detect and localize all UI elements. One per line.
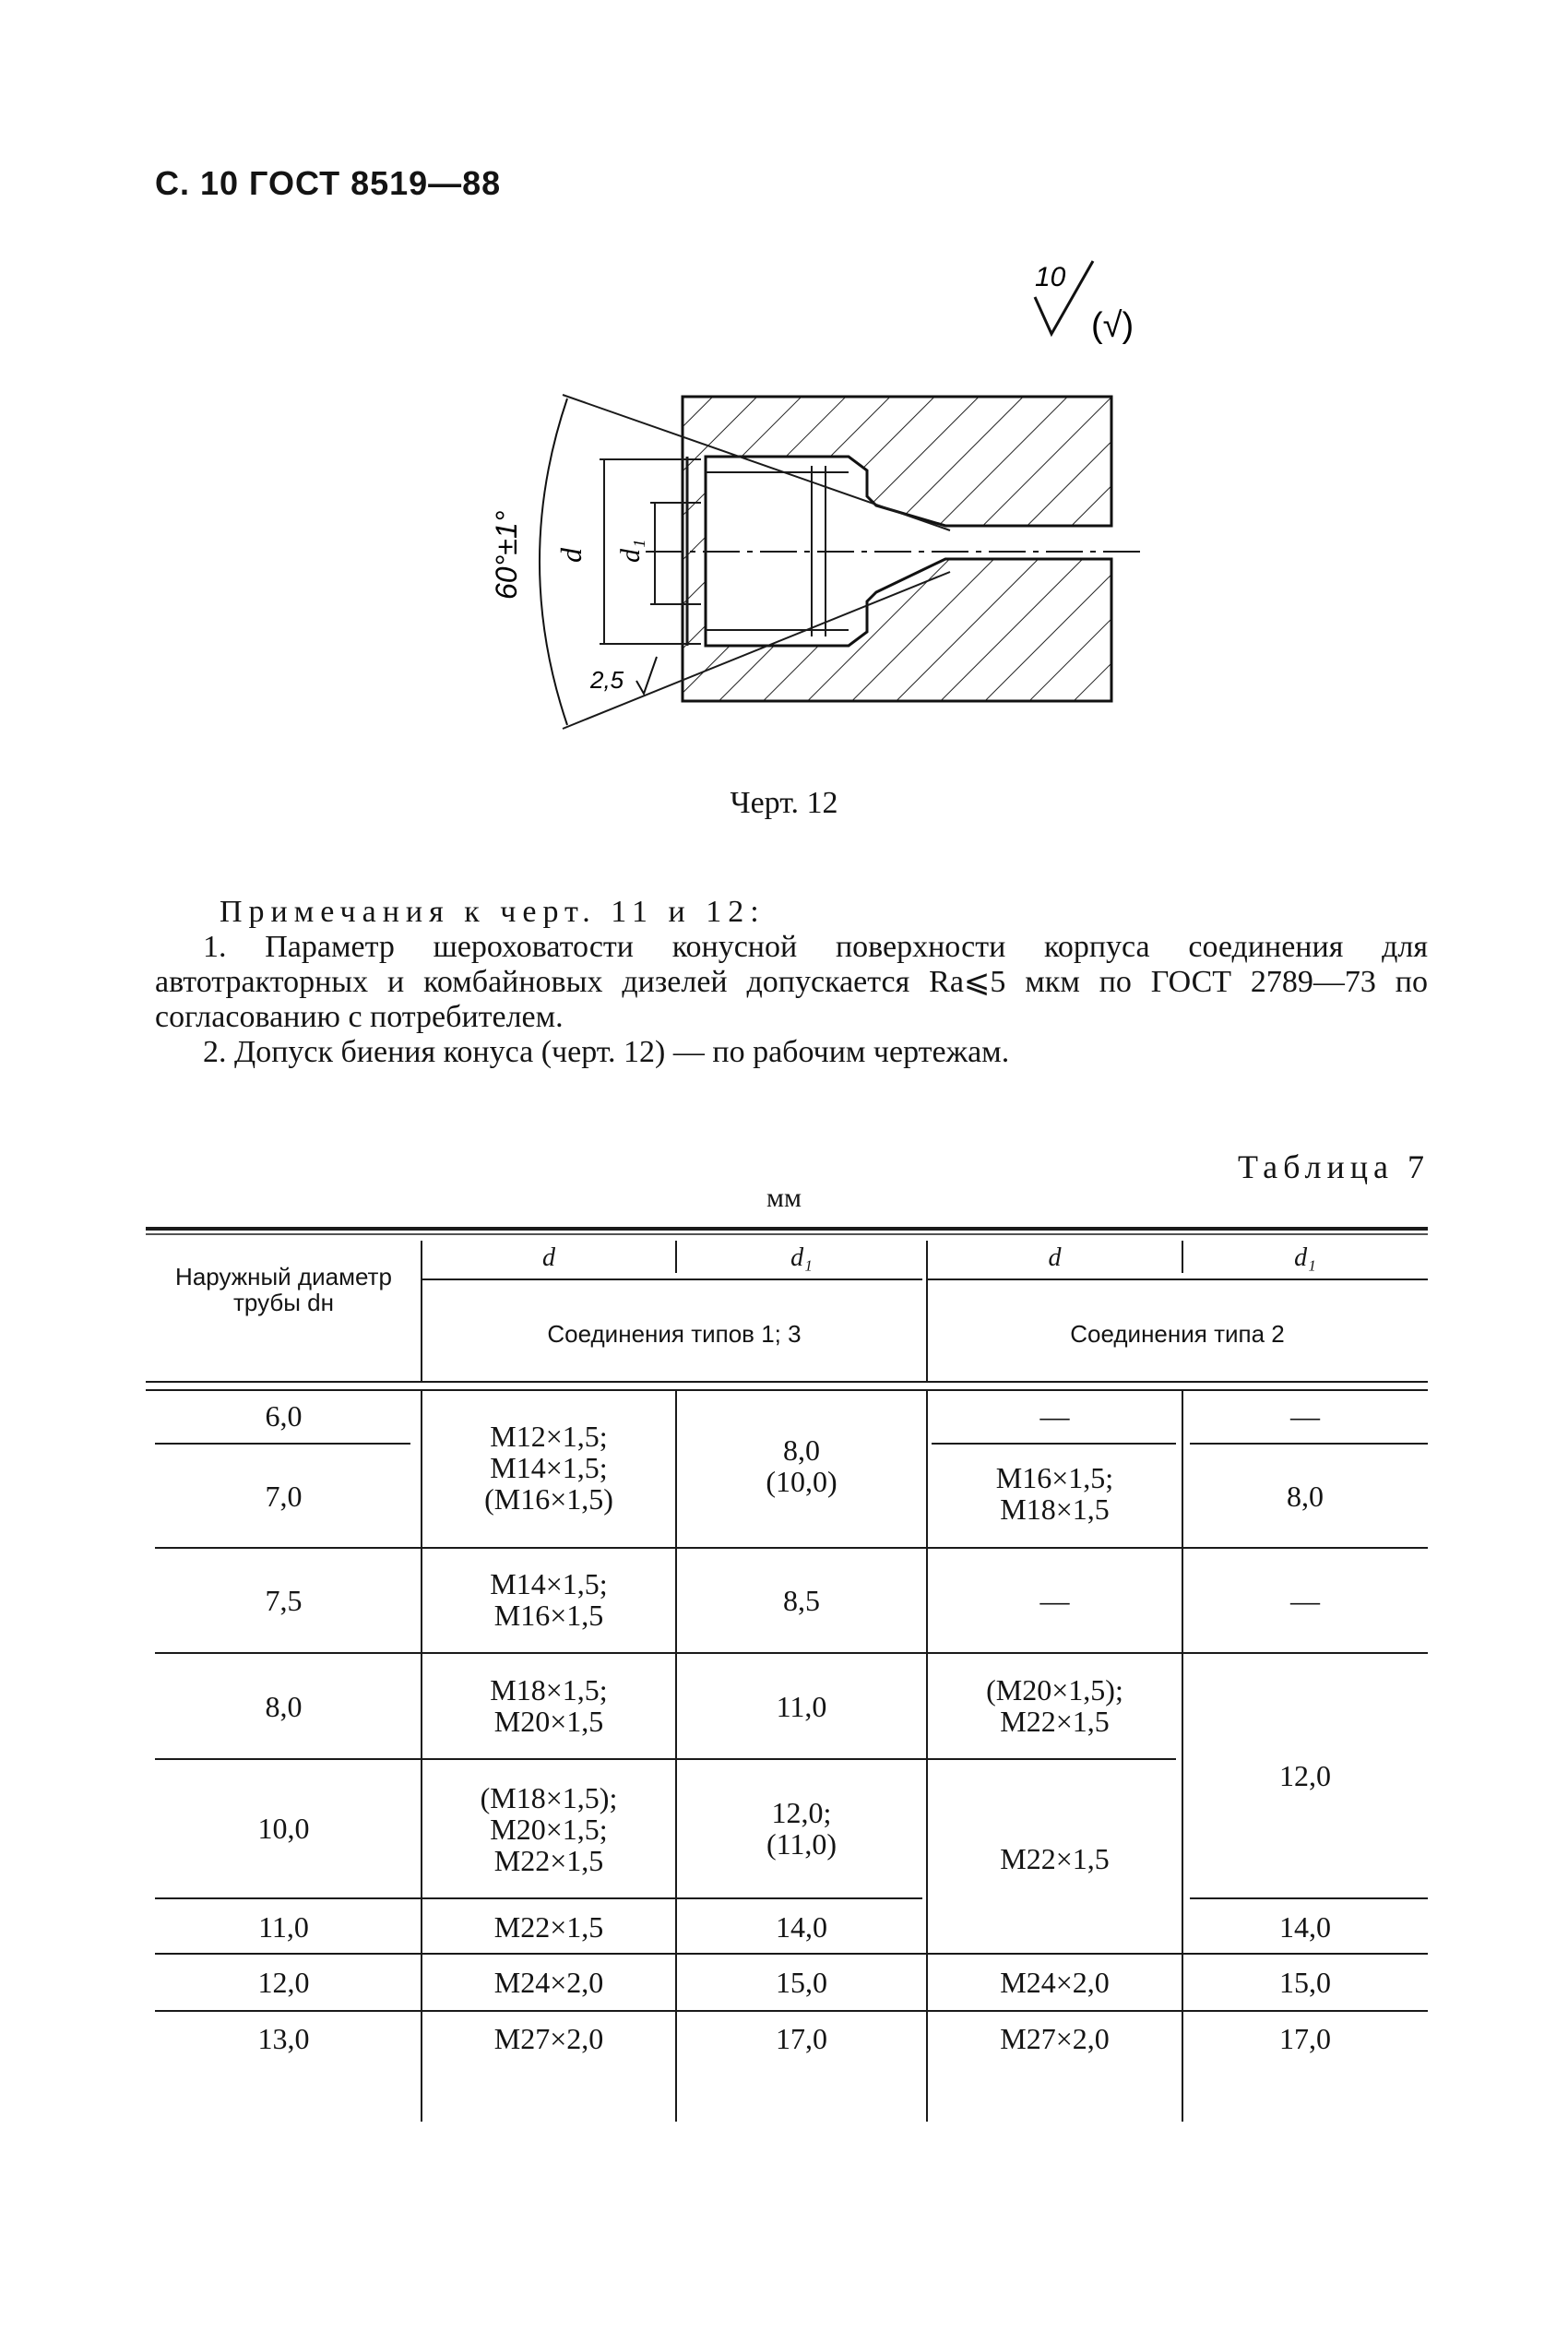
cell-type2-d1-7: 8,0 — [1287, 1480, 1324, 1513]
cell-type2-d-7: M16×1,5; M18×1,5 — [995, 1461, 1114, 1526]
cell-type2-d-6: — — [1039, 1399, 1070, 1433]
table-row-dn: 7,5 — [265, 1584, 303, 1617]
cell-type1-d1-13: 17,0 — [776, 2022, 827, 2055]
cell-type2-d-7-5: — — [1039, 1584, 1070, 1617]
table-row-dn: 8,0 — [265, 1690, 303, 1723]
drawing-caption: Черт. 12 — [730, 786, 838, 820]
cell-type1-d1-10: 12,0; (11,0) — [766, 1796, 837, 1861]
header-d1-type1: d₁ — [790, 1243, 813, 1272]
cell-type2-d1-12: 15,0 — [1279, 1966, 1331, 1999]
d-label: d — [554, 548, 588, 563]
header-d-type1: d — [542, 1243, 555, 1272]
cell-type2-d1-11: 14,0 — [1279, 1910, 1331, 1944]
cell-type1-d-10: (M18×1,5); M20×1,5; M22×1,5 — [480, 1781, 618, 1877]
cell-type1-d-11: M22×1,5 — [493, 1910, 604, 1944]
cell-type1-d1-6-7: 8,0 (10,0) — [766, 1433, 837, 1498]
header-d-type2: d — [1048, 1243, 1062, 1272]
cell-type2-d-13: M27×2,0 — [1000, 2022, 1110, 2055]
page-header: С. 10 ГОСТ 8519—88 — [155, 164, 502, 202]
table-row-dn: 6,0 — [265, 1399, 303, 1433]
header-d1-type2: d₁ — [1294, 1243, 1316, 1272]
table-row-dn: 12,0 — [257, 1966, 310, 1999]
table-unit: мм — [766, 1183, 802, 1213]
cell-type1-d1-7-5: 8,5 — [783, 1584, 820, 1617]
header-group-types-1-3: Соединения типов 1; 3 — [547, 1320, 802, 1348]
d1-label: d₁ — [615, 539, 646, 563]
cell-type1-d-7-5: M14×1,5; M16×1,5 — [490, 1567, 608, 1632]
cell-type1-d1-11: 14,0 — [776, 1910, 827, 1944]
cell-type2-d-10-11: M22×1,5 — [1000, 1842, 1110, 1875]
svg-text:2,5: 2,5 — [590, 666, 624, 694]
cell-type2-d-12: M24×2,0 — [1000, 1966, 1110, 1999]
note-2: 2. Допуск биения конуса (черт. 12) — по рабочим чертежам. — [203, 1035, 1010, 1069]
table-row-dn: 13,0 — [257, 2022, 310, 2055]
cell-type2-d1-7-5: — — [1290, 1584, 1320, 1617]
cell-type1-d-8: M18×1,5; M20×1,5 — [490, 1673, 608, 1738]
table-row-dn: 11,0 — [258, 1910, 309, 1944]
header-group-type-2: Соединения типа 2 — [1070, 1320, 1285, 1348]
svg-text:(√): (√) — [1091, 306, 1134, 345]
svg-text:10: 10 — [1035, 262, 1066, 292]
table-row-dn: 7,0 — [265, 1480, 303, 1513]
cell-type1-d1-8: 11,0 — [776, 1690, 827, 1723]
cell-type1-d-12: M24×2,0 — [493, 1966, 604, 1999]
cell-type2-d1-6: — — [1290, 1399, 1320, 1433]
notes-title: Примечания к черт. 11 и 12: — [220, 895, 766, 929]
header-outer-diameter: Наружный диаметр трубы dн — [175, 1263, 392, 1316]
note-1: 1. Параметр шероховатости конусной поверхности корпуса соединения для автотракторных и комбайновых дизелей допускается Ra⩽5 мкм по ГОСТ 2789—73 по согласованию с потребителем. — [155, 930, 1428, 1034]
table-row-dn: 10,0 — [257, 1812, 310, 1845]
cell-type1-d-6-7: M12×1,5; M14×1,5; (M16×1,5) — [484, 1420, 613, 1516]
cell-type2-d1-13: 17,0 — [1279, 2022, 1331, 2055]
table-title: Таблица 7 — [1238, 1148, 1430, 1185]
angle-label: 60°±1° — [490, 510, 523, 600]
cell-type1-d1-12: 15,0 — [776, 1966, 827, 1999]
cell-type2-d1-8-10: 12,0 — [1279, 1759, 1331, 1792]
cell-type1-d-13: M27×2,0 — [493, 2022, 604, 2055]
cell-type2-d-8: (M20×1,5); M22×1,5 — [986, 1673, 1123, 1738]
